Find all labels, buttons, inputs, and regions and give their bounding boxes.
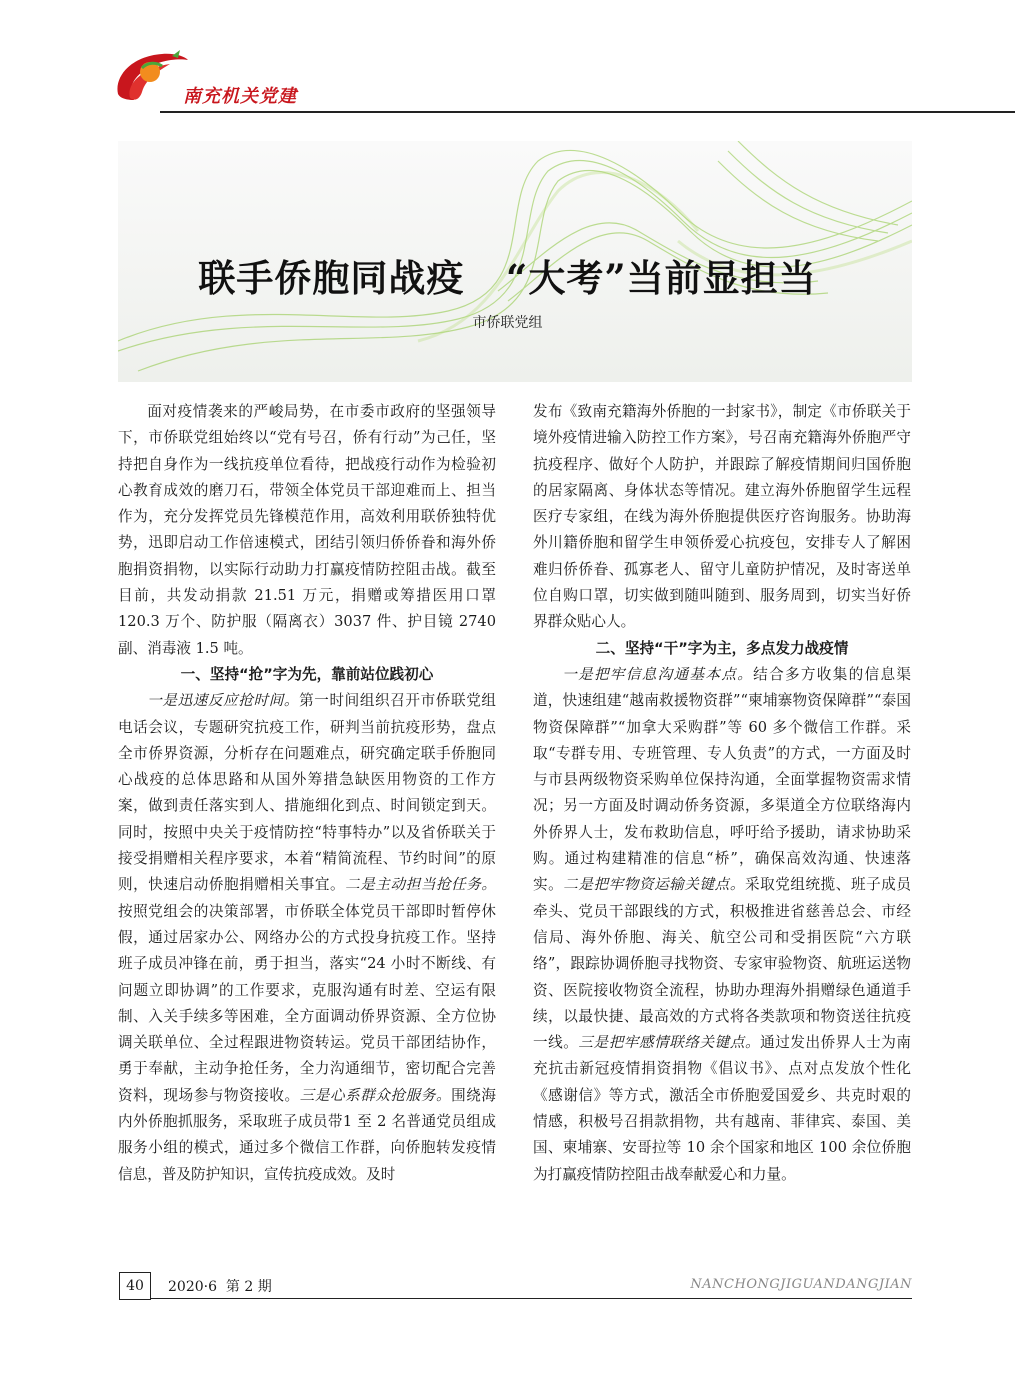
footer-rule [150, 1298, 912, 1299]
left-column [118, 399, 496, 1188]
magazine-title: 南充机关党建 [183, 86, 297, 107]
paragraph-intro: 面对疫情袭来的严峻局势，在市委市政府的坚强领导下，市侨联党组始终以“党有号召，侨有行动”为己任，坚持把自身作为一线抗疫单位看待，把战疫行动作为检验初心教育成效的磨刀石，带领全体党员干部迎难而上、担当作为，充分发挥党员先锋模范作用，高效利用联侨独特优势，迅即启动工作倍速模式，团结引领归侨侨眷和海外侨胞捐资捐物，以实际行动助力打赢疫情防控阻击战。截至目前，共发动捐款 21.51 万元，捐赠或筹措医用口罩 120.3 万个、防护服（隔离衣）3037 件、护目镜 2740 副、消毒液 1.5 吨。 [118, 403, 496, 657]
emphasis-point-2: 二是主动担当抢任务。 [345, 876, 496, 894]
right-column [533, 399, 911, 1188]
issue-label: 2020·6 第 2 期 [168, 1279, 272, 1295]
emphasis-point-1: 一是把牢信息沟通基本点。 [562, 665, 754, 683]
header-rule [160, 111, 1015, 113]
paragraph-section-2: 一是把牢信息沟通基本点。结合多方收集的信息渠道，快速组建“越南救援物资群”“柬埔寨物资保障群”“泰国物资保障群”“加拿大采购群”等 60 多个微信工作群。采取“专群专用、专班管理、专人负责”的方式，一方面及时与市县两级物资采购单位保持沟通，全面掌握物资需求情况；另一方面及时调动侨务资源，多渠道全方位联络海内外侨界人士，发布救助信息，呼吁给予援助，请求协助采购。通过构建精准的信息“桥”，确保高效沟通、快速落实。二是把牢物资运输关键点。采取党组统揽、班子成员牵头、党员干部跟线的方式，积极推进省慈善总会、市经信局、海外侨胞、海关、航空公司和受捐医院“六方联络”，跟踪协调侨胞寻找物资、专家审验物资、航班运送物资、医院接收物资全流程，协助办理海外捐赠绿色通道手续，以最快捷、最高效的方式将各类款项和物资送往抗疫一线。三是把牢感情联络关键点。通过发出侨界人士为南充抗击新冠疫情捐资捐物《倡议书》、点对点发放个性化《感谢信》等方式，激活全市侨胞爱国爱乡、共克时艰的情感，积极号召捐款捐物，共有越南、菲律宾、泰国、美国、柬埔寨、安哥拉等 10 余个国家和地区 100 余位侨胞为打赢疫情防控阻击战奉献爱心和力量。 [533, 665, 911, 1183]
magazine-logo [112, 48, 192, 110]
emphasis-point-1: 一是迅速反应抢时间。 [147, 692, 300, 710]
emphasis-point-3: 三是心系群众抢服务。 [299, 1086, 452, 1104]
paragraph-section-1: 一是迅速反应抢时间。第一时间组织召开市侨联党组电话会议，专题研究抗疫工作，研判当前抗疫形势，盘点全市侨界资源，分析存在问题难点，研究确定联手侨胞同心战疫的总体思路和从国外筹措急缺医用物资的工作方案，做到责任落实到人、措施细化到点、时间锁定到天。同时，按照中央关于疫情防控“特事特办”以及省侨联关于接受捐赠相关程序要求，本着“精简流程、节约时间”的原则，快速启动侨胞捐赠相关事宜。二是主动担当抢任务。按照党组会的决策部署，市侨联全体党员干部即时暂停休假，通过居家办公、网络办公的方式投身抗疫工作。坚持班子成员冲锋在前，勇于担当，落实“24 小时不断线、有问题立即协调”的工作要求，克服沟通有时差、空运有限制、入关手续多等困难，全方面调动侨界资源、全方位协调关联单位、全过程跟进物资转运。党员干部团结协作，勇于奉献，主动争抢任务，全力沟通细节，密切配合完善资料，现场参与物资接收。三是心系群众抢服务。围绕海内外侨胞抓服务，采取班子成员带1 至 2 名普通党员组成服务小组的模式，通过多个微信工作群，向侨胞转发疫情信息，普及防护知识，宣传抗疫成效。及时 [118, 692, 496, 1183]
emphasis-point-3: 三是把牢感情联络关键点。 [578, 1034, 761, 1052]
magazine-pinyin: NANCHONGJIGUANDANGJIAN [690, 1277, 912, 1292]
section-heading-2: 二、坚持“干”字为主，多点发力战疫情 [595, 639, 849, 657]
section-heading-1: 一、坚持“抢”字为先，靠前站位践初心 [180, 665, 434, 683]
article-title: 联手侨胞同战疫 “大考”当前显担当 [198, 256, 817, 300]
emphasis-point-2: 二是把牢物资运输关键点。 [563, 876, 745, 894]
page-number: 40 [119, 1272, 151, 1300]
paragraph-continued: 发布《致南充籍海外侨胞的一封家书》，制定《市侨联关于境外疫情进输入防控工作方案》，号召南充籍海外侨胞严守抗疫程序、做好个人防护，并跟踪了解疫情期间归国侨胞的居家隔离、身体状态等情况。建立海外侨胞留学生远程医疗专家组，在线为海外侨胞提供医疗咨询服务。协助海外川籍侨胞和留学生申领侨爱心抗疫包，安排专人了解困难归侨侨眷、孤寡老人、留守儿童防护情况，及时寄送单位自购口罩，切实做到随叫随到、服务周到，切实当好侨界群众贴心人。 [533, 403, 911, 631]
article-author: 市侨联党组 [472, 315, 543, 331]
